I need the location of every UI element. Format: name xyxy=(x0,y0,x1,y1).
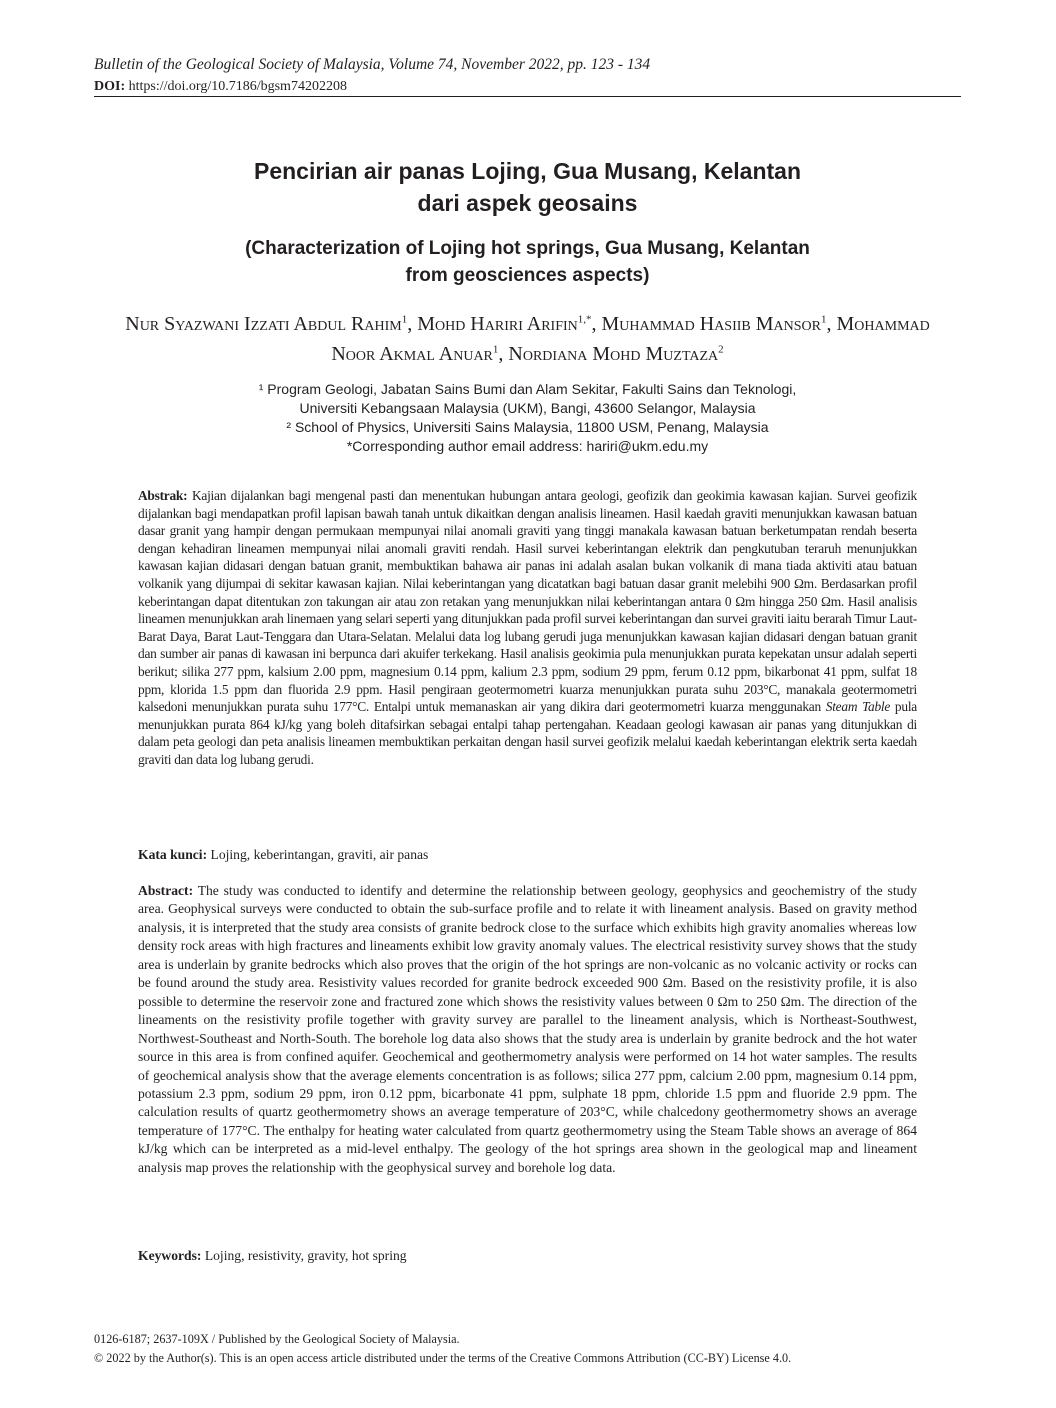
affiliation-line: ¹ Program Geologi, Jabatan Sains Bumi dan Alam Sekitar, Fakulti Sains dan Teknologi, xyxy=(258,381,797,397)
paper-title-line-1: Pencirian air panas Lojing, Gua Musang, Kelantan xyxy=(253,158,801,184)
author-name: Nur Syazwani Izzati Abdul Rahim xyxy=(125,313,402,335)
affiliation-line: Universiti Kebangsaan Malaysia (UKM), Bangi, 43600 Selangor, Malaysia xyxy=(299,400,756,416)
abstract-label: Abstract: xyxy=(138,883,194,898)
abstrak-paragraph xyxy=(138,487,917,769)
author-name: Mohd Hariri Arifin xyxy=(417,313,578,335)
abstrak-text: Kajian dijalankan bagi mengenal pasti dan menentukan hubungan antara geologi, geofizik dan geokimia kawasan kajian. Survei geofizik dijalankan bagi mendapatkan profil lapisan bawah tanah untuk dikaitkan dengan analisis lineamen. Hasil kaedah graviti menunjukkan kawasan batuan dasar granit yang hampir dengan permukaan mempunyai nilai anomali graviti yang tinggi manakala kawasan batuan berketumpatan rendah beserta dengan kehadiran lineamen mempunyai nilai anomali graviti rendah. Hasil survei keberintangan elektrik dan pengkutuban teraruh menunjukkan kawasan kajian didasari dengan batuan granit, membuktikan bahawa air panas ini adalah asalan bukan volkanik di mana tiada aktiviti atau batuan volkanik yang dijumpai di sekitar kawasan kajian. Nilai keberintangan yang dicatatkan bagi batuan dasar granit melebihi 900 Ωm. Berdasarkan profil keberintangan dapat ditentukan zon takungan air atau zon retakan yang menunjukkan nilai keberintangan antara 0 Ωm hingga 250 Ωm. Hasil analisis lineamen menunjukkan arah linemaen yang selari seperti yang ditunjukkan pada profil survei keberintangan dan survei graviti iaitu berarah Timur Laut-Barat Daya, Barat Laut-Tenggara dan Utara-Selatan. Melalui data log lubang gerudi juga menunjukkan kawasan kajian didasari dengan batuan granit dan sumber air panas di kawasan ini berpunca dari akuifer terkekang. Hasil analisis geokimia pula menunjukkan purata kepekatan unsur adalah seperti berikut; silika 277 ppm, kalsium 2.00 ppm, magnesium 0.14 ppm, kalium 2.3 ppm, sodium 29 ppm, ferum 0.12 ppm, bikarbonat 41 ppm, sulfat 18 ppm, klorida 1.5 ppm dan fluorida 2.9 ppm. Hasil pengiraan geotermometri kuarza menunjukkan purata suhu 203°C, manakala geotermometri kalsedoni menunjukkan purata suhu 177°C. Entalpi untuk memanaskan air yang dikira dari geotermometri kuarza menggunakan xyxy=(138,488,917,715)
author-separator: , xyxy=(407,313,418,335)
abstrak-italic-term: Steam Table xyxy=(825,699,891,715)
page-footer xyxy=(94,1330,961,1368)
abstract-paragraph xyxy=(138,882,917,1177)
abstrak-label: Abstrak: xyxy=(138,488,188,503)
kata-kunci-text: Lojing, keberintangan, graviti, air panas xyxy=(207,847,429,862)
author-separator: , xyxy=(591,313,602,335)
author-affiliation-mark: 1,* xyxy=(577,313,592,326)
paper-subtitle-line-1: (Characterization of Lojing hot springs, Gua Musang, Kelantan xyxy=(245,238,810,259)
paper-title xyxy=(94,155,961,219)
keywords-label: Keywords: xyxy=(138,1248,202,1263)
abstrak-text-end: pula menunjukkan purata 864 kJ/kg yang boleh ditafsirkan sebagai entalpi tahap pertengahan. Keadaan geologi kawasan air panas yang ditunjukkan di dalam peta geologi dan peta analisis lineamen membuktikan perkaitan dengan hasil survei geofizik melalui kaedah keberintangan elektrik serta kaedah graviti dan data log lubang gerudi. xyxy=(138,699,917,767)
doi-label: DOI: xyxy=(94,79,126,94)
paper-subtitle xyxy=(94,235,961,289)
author-name: Nordiana Mohd Muztaza xyxy=(508,343,719,365)
issn-line: 0126-6187; 2637-109X / Published by the Geological Society of Malaysia. xyxy=(94,1332,460,1346)
kata-kunci xyxy=(138,847,917,863)
affiliations xyxy=(94,380,961,456)
paper-title-line-2: dari aspek geosains xyxy=(417,190,638,216)
paper-subtitle-line-2: from geosciences aspects) xyxy=(405,265,650,286)
keywords-text: Lojing, resistivity, gravity, hot spring xyxy=(201,1248,407,1263)
license-line: © 2022 by the Author(s). This is an open access article distributed under the terms of the Creative Commons Attribution (CC-BY) License 4.0. xyxy=(94,1351,792,1365)
header-divider xyxy=(94,96,961,97)
author-affiliation-mark: 1 xyxy=(401,313,408,326)
corresponding-author: *Corresponding author email address: hariri@ukm.edu.my xyxy=(346,438,709,454)
author-affiliation-mark: 2 xyxy=(718,343,724,356)
author-affiliation-mark: 1 xyxy=(492,343,499,356)
doi-link[interactable]: https://doi.org/10.7186/bgsm74202208 xyxy=(128,79,347,94)
author-affiliation-mark: 1 xyxy=(821,313,827,326)
keywords xyxy=(138,1248,917,1264)
doi-line xyxy=(94,79,347,95)
author-separator: , xyxy=(826,313,837,335)
kata-kunci-label: Kata kunci: xyxy=(138,847,208,862)
author-separator: , xyxy=(498,343,509,365)
affiliation-line: ² School of Physics, Universiti Sains Malaysia, 11800 USM, Penang, Malaysia xyxy=(286,419,769,435)
journal-citation: Bulletin of the Geological Society of Malaysia, Volume 74, November 2022, pp. 123 - 134 xyxy=(94,56,651,73)
author-name: Mohammad Noor Akmal Anuar xyxy=(331,313,930,365)
abstract-text: The study was conducted to identify and determine the relationship between geology, geophysics and geochemistry of the study area. Geophysical surveys were conducted to obtain the sub-surface profile and to relate it with lineament analysis. Based on gravity method analysis, it is interpreted that the study area consists of granite bedrock close to the surface which exhibits high gravity anomalies whereas low density rock areas with high fractures and lineaments exhibit low gravity anomaly values. The electrical resistivity survey shows that the study area is underlain by granite bedrocks which also proves that the origin of the hot springs are non-volcanic as no volcanic activity or rocks can be found around the study area. Resistivity values recorded for granite bedrock exceeded 900 Ωm. Based on the resistivity profile, it is also possible to determine the reservoir zone and fractured zone which shows the resistivity values between 0 Ωm to 250 Ωm. The direction of the lineaments on the resistivity profile together with gravity survey are parallel to the lineament analysis, which is Northeast-Southwest, Northwest-Southeast and North-South. The borehole log data also shows that the study area is underlain by granite bedrock and the hot water source in this area is from confined aquifer. Geochemical and geothermometry analysis were performed on 14 hot water samples. The results of geochemical analysis show that the average elements concentration is as follows; silica 277 ppm, calcium 2.00 ppm, magnesium 0.14 ppm, potassium 2.3 ppm, sodium 29 ppm, iron 0.12 ppm, bicarbonate 41 ppm, sulphate 18 ppm, chloride 1.5 ppm and fluoride 2.9 ppm. The calculation results of quartz geothermometry shows an average temperature of 203°C, while chalcedony geothermometry shows an average temperature of 177°C. The enthalpy for heating water calculated from quartz geothermometry using the Steam Table shows an average of 864 kJ/kg which can be interpreted as a mid-level enthalpy. The geology of the hot springs area shown in the geological map and lineament analysis map proves the relationship with the geophysical survey and borehole log data. xyxy=(138,883,917,1175)
author-list xyxy=(110,309,945,369)
author-name: Muhammad Hasiib Mansor xyxy=(601,313,821,335)
